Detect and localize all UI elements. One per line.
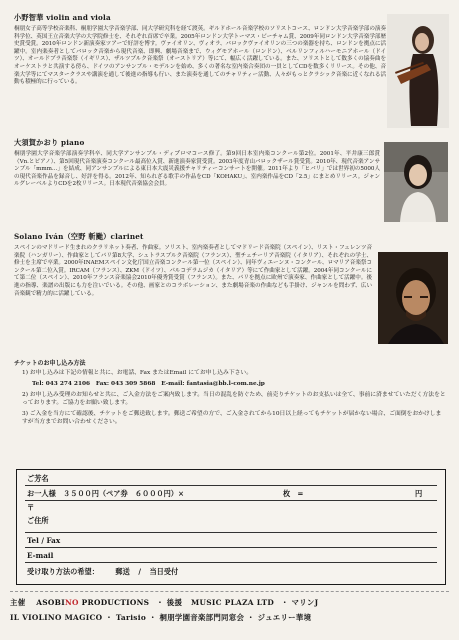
organizer-label: 主催 [10, 598, 26, 607]
receive-option-door[interactable]: 当日受付 [149, 567, 179, 576]
artist-bio: スペインのマドリード生まれのクラリネット奏者、作曲家。ソリスト、室内楽奏者としてマドリード音楽院（スペイン）、リスト・フェレンツ音楽院（ハンガリー）、作曲家としてパリ第8大学、シュトラスブルク音楽院（フランス）、聖チェチーリア音楽院（イタリア）、それぞれの学士、修士を主席で卒業。2000年INAEMスペイン文化庁国立音楽コンクール第一位（スペイン）、同年ヴィエーンヌ・コンクール、ロマリア音楽祭コンクール第二位入賞。IRCAM（フランス）、ZKM（ドイツ）、パルコデラムジカ（イタリア）等にて作曲家として活躍。2004年同コンクールにて第二位（スペイン）、2010年フランス音楽協会2010年優秀賞受賞（フランス）。また、パリを拠点に欧州で演奏家、作曲家として活躍中。後進の指導、楽譜の出版にも力を注いでいる。その他、画家とのコラボレーション、また劇場音楽の作曲なども手掛け、ジャンルを問わず、広い音楽観で精力的に活躍している。 [14, 245, 372, 297]
receive-method-row [27, 567, 178, 577]
address-label: ご住所 [27, 516, 49, 525]
artist-name: 小野智華 violin and viola [14, 13, 111, 22]
organizer-logo: ASOBINO PRODUCTIONS [36, 598, 150, 607]
price-field-line[interactable] [25, 500, 437, 501]
artist-photo-osuga [384, 142, 448, 222]
sponsor-label: ・ 後援 [156, 598, 183, 607]
address-field-line[interactable] [25, 532, 437, 533]
email-field-line[interactable] [25, 562, 437, 563]
artist-name: Solano Iván（空野 斬颱）clarinet [14, 232, 144, 241]
tel-fax-field-line[interactable] [25, 547, 437, 548]
ticket-order-form [16, 469, 446, 585]
artist-bio: 桐朋女子高等学校音楽科、桐朋学園大学音楽学部、同大学研究科を経て渡英。ギルドホール音楽学校のソリストコース、ロンドン大学音楽学部の演奏科学位、英国王立音楽大学の大学院修士を、それぞれ首席で卒業。2005年ロンドン大学トーマス・ビーチャム賞、2009年同ロンドン大学音楽学部歴史賞受賞。2010年ロンドン新演奏家ツアーで好評を博す。ヴァイオリン、ヴィオラ、バロックヴァイオリンの三つの楽器を持ち、ロンドンを拠点に活躍中。室内楽奏者としてバロック音楽から現代音楽、即興、劇場音楽まで、ウィグモアホール（ロンドン）、ベルリンフィルハーモニアホール（ドイツ）、オールドブラ音楽祭（イギリス）、ザルツブルク音楽祭（オーストリア）等にて、幅広く活躍している。また、ソリストとして数多くの協奏曲をオーケストラと共演する傍ら、ドイツのアンサンブル・モデルンを始め、多くの著名な室内楽合奏団の一員としてCDを数多くリリース。その他、音楽大学等にてマスタークラスや講演を通して後進の指導も行い、また演奏を通してのチャリティー活動、人々がもっとクラシック音楽に近くなれる活動も積極的に行っている。 [14, 26, 386, 86]
yen-unit: 円 [415, 489, 423, 498]
footer-divider [10, 591, 449, 592]
receive-separator: / [138, 567, 141, 576]
footer-line-1 [10, 597, 450, 608]
name-field-line[interactable] [25, 485, 437, 486]
ticket-instructions [14, 358, 446, 429]
count-unit: 枚 = [283, 489, 304, 498]
tel-fax-label: Tel / Fax [27, 536, 61, 545]
name-field-label: ご芳名 [27, 474, 49, 483]
artist-section-osuga [14, 138, 380, 189]
tickets-step-1: 1) お申し込みは下記の情報と共に、お電話、Fax またはEmail にてお申し込み下さい。 [22, 370, 253, 376]
artist-bio: 桐朋学園大学音楽学部演奏学科卒、同大学アンサンブル・ディプロマコース修了。第9回日本室内楽コンクール第2位。2001年、平井康三郎賞（Vn.とピアノ）、第5回現代音楽演奏コンクール最高位入賞、新進演奏家賞受賞。2003年度青山バロックザール賞受賞。2010年、現代音楽アンサンブル「mmm…」を結成、同アンサンブルによる東日本大震災義援チャリティーコンサートを開催。2011年より「ヒバリ」では世界初の5000人の現代音楽作品を録音し、好評を得る。2012年、知られざる歌手の作品をCD「KOHAKU」、室内楽作品をCD「2.5」にまとめリリース。ジャンルグレーベルよりCDを2枚リリース。日本現代音楽協会会員。 [14, 151, 380, 188]
postal-code-label: 〒 [27, 503, 35, 512]
receive-method-label: 受け取り方法の希望： [27, 567, 99, 576]
tickets-contact: Tel: 043 274 2106 Fax: 043 309 5868 E-mail: fantasia@bb.l-com.ne.jp [32, 381, 265, 387]
tickets-heading: チケットのお申し込み方法 [14, 360, 86, 367]
artist-photo-ono [387, 14, 449, 128]
price-label: お一人様 ３５００円（ペア券 ６０００円）× [27, 489, 184, 498]
artist-section-ono [14, 13, 386, 87]
artist-name: 大須賀かおり piano [14, 138, 85, 147]
artist-section-solano [14, 232, 434, 298]
tickets-step-3: 3) ご入金を当方にて確認後、チケットをご郵送致します。郵送ご希望の方で、ご入金されてから10日以上経ってもチケットが届かない場合、ご面倒をおかけしますが当方までお問い合わせください。 [22, 411, 442, 425]
tickets-step-2: 2) お申し込み受理のお知らせと共に、ご入金方法をご案内致します。当日の混乱を防ぐため、前売りチケットのお支払いは全て、事前に済ませていただく方法をとっております。ご協力をお願い致します。 [22, 392, 446, 406]
artist-photo-solano [378, 252, 448, 344]
footer-line-2: IL VIOLINO MAGICO ・ Tarisio ・ 桐朋学園音楽部門同窓会 ・ ジュエリー華境 [10, 613, 312, 622]
sponsor-name: MUSIC PLAZA LTD [191, 598, 275, 607]
sponsor-name-2: ・ マリンJ [280, 598, 319, 607]
receive-option-mail[interactable]: 郵送 [115, 567, 130, 576]
email-label: E-mail [27, 551, 54, 560]
